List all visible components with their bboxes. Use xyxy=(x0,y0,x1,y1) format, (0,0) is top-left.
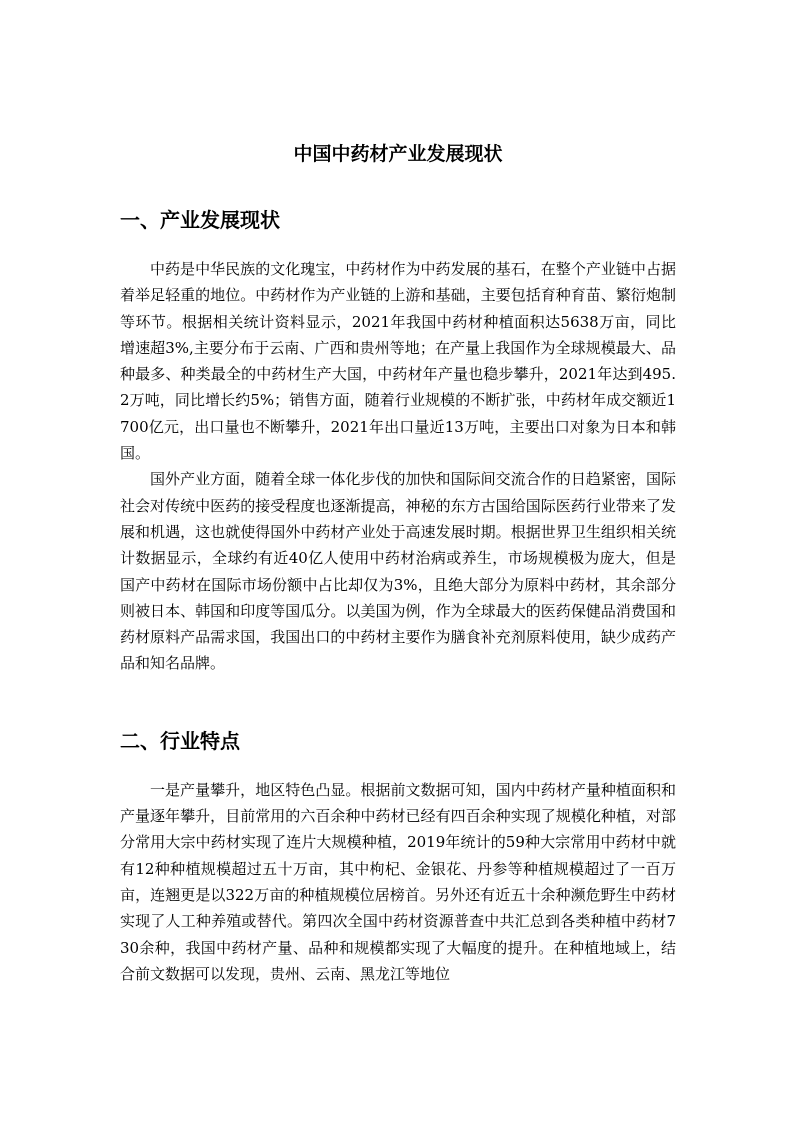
document-page xyxy=(120,138,676,987)
document-title: 中国中药材产业发展现状 xyxy=(293,143,503,165)
section-heading-industry-status: 一、产业发展现状 xyxy=(120,208,280,232)
paragraph-foreign-industry: 国外产业方面，随着全球一体化步伐的加快和国际间交流合作的日趋紧密，国际社会对传统中医药的接受程度也逐渐提高，神秘的东方古国给国际医药行业带来了发展和机遇，这也就使得国外中药材产业处于高速发展时期。根据世界卫生组织相关统计数据显示，全球约有近40亿人使用中药材治病或养生，市场规模极为庞大，但是国产中药材在国际市场份额中占比却仅为3%，且绝大部分为原料中药材，其余部分则被日本、韩国和印度等国瓜分。以美国为例，作为全球最大的医药保健品消费国和药材原料产品需求国，我国出口的中药材主要作为膳食补充剂原料使用，缺少成药产品和知名品牌。 xyxy=(120,470,676,673)
paragraph-output-growth: 一是产量攀升，地区特色凸显。根据前文数据可知，国内中药材产量种植面积和产量逐年攀升，目前常用的六百余种中药材已经有四百余种实现了规模化种植，对部分常用大宗中药材实现了连片大规模种植，2019年统计的59种大宗常用中药材中就有12种种植规模超过五十万亩，其中枸杞、金银花、丹参等种植规模超过了一百万亩，连翘更是以322万亩的种植规模位居榜首。另外还有近五十余种濒危野生中药材实现了人工种养殖或替代。第四次全国中药材资源普查中共汇总到各类种植中药材730余种，我国中药材产量、品种和规模都实现了大幅度的提升。在种植地域上，结合前文数据可以发现，贵州、云南、黑龙江等地位 xyxy=(120,780,676,983)
section-body-industry-features xyxy=(120,777,676,987)
section-heading-industry-features: 二、行业特点 xyxy=(120,728,240,753)
paragraph-domestic-industry: 中药是中华民族的文化瑰宝，中药材作为中药发展的基石，在整个产业链中占据着举足轻重的地位。中药材作为产业链的上游和基础，主要包括育种育苗、繁衍炮制等环节。根据相关统计资料显示，2021年我国中药材种植面积达5638万亩，同比增速超3%,主要分布于云南、广西和贵州等地；在产量上我国作为全球规模最大、品种最多、种类最全的中药材生产大国，中药材年产量也稳步攀升，2021年达到495.2万吨，同比增长约5%；销售方面，随着行业规模的不断扩张，中药材年成交额近1700亿元，出口量也不断攀升，2021年出口量近13万吨，主要出口对象为日本和韩国。 xyxy=(120,260,676,463)
section-body-industry-status xyxy=(120,256,676,677)
